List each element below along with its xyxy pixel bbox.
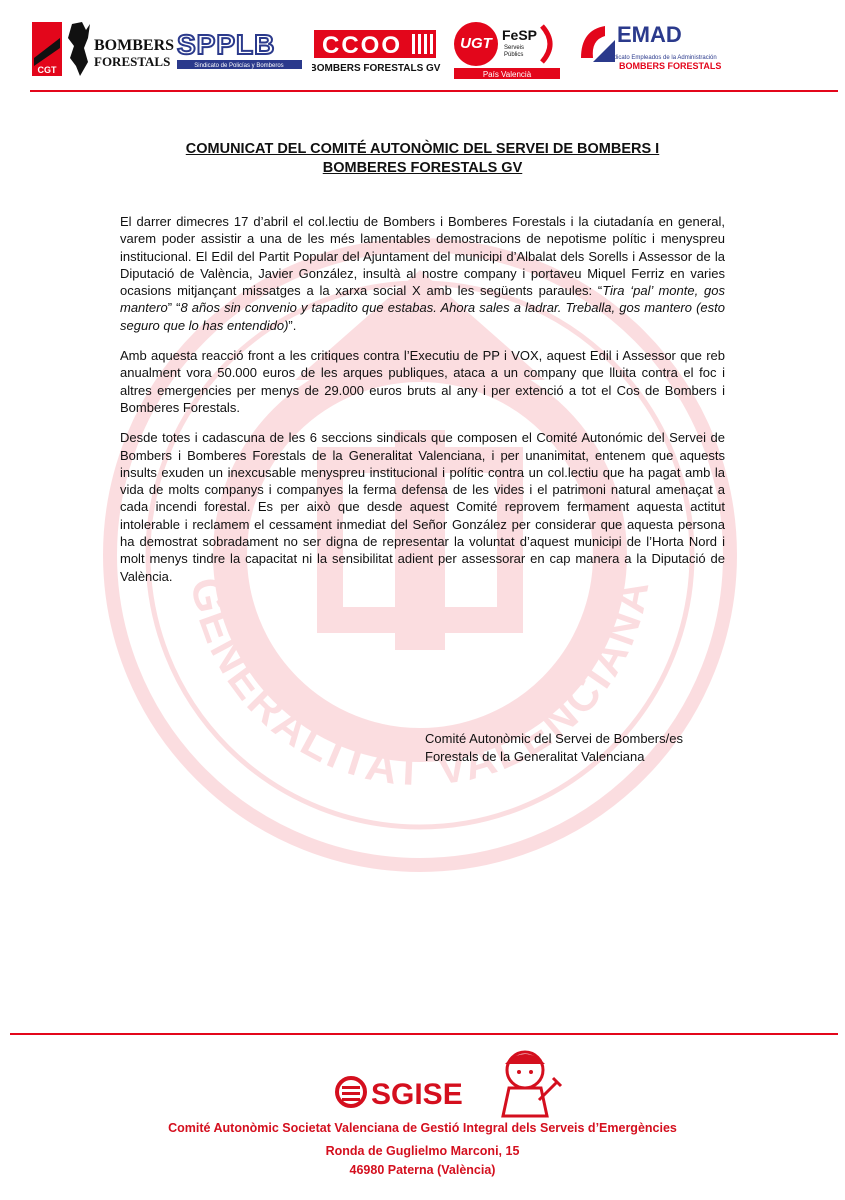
paragraph-1: El darrer dimecres 17 d’abril el col.lectiu de Bombers i Bomberes Forestals i la ciutadanía en general, varem poder assistir a una de les més lamentables demostracions de nepotisme polític i menyspreu institucional. El Edil del Partit Popular del Ajuntament del municipi d’Albalat dels Sorells i Assessor de la Diputació de València, Javier González, insultà al nostre company i portaveu Miquel Ferriz en varies ocasions mitjançant missatges a la xarxa social X amb les següents paraules: “Tira ‘pal’ monte, gos mantero” “8 años sin convenio y tapadito que estabas. Ahora sales a ladrar. Treballa, gos mantero (esto seguro que lo has entendido)”. <box>120 214 725 333</box>
svg-text:Serveis: Serveis <box>504 45 525 51</box>
ugt-label: UGT <box>460 35 492 52</box>
signature-line-1: Comité Autonòmic del Servei de Bombers/es <box>425 731 683 746</box>
spplb-sub: Sindicato de Policías y Bomberos <box>194 63 284 69</box>
svg-text:Sindicato Empleados de la Admi: Sindicato Empleados de la Administración <box>605 55 717 61</box>
footer-line-2: Ronda de Guglielmo Marconi, 15 <box>325 1144 520 1158</box>
document-body <box>120 213 725 598</box>
footer-divider <box>10 1033 838 1035</box>
ugt-fesp-logo <box>450 18 565 80</box>
cgt-label: CGT <box>37 65 57 75</box>
document-title <box>100 140 745 178</box>
title-line-1: COMUNICAT DEL COMITÉ AUTONÒMIC DEL SERVEI DE BOMBERS I <box>185 141 660 157</box>
ccoo-sub: BOMBERS FORESTALS GV <box>312 63 441 74</box>
emad-label: EMAD <box>617 22 682 47</box>
signature-line-2: Forestals de la Generalitat Valenciana <box>425 749 645 764</box>
paragraph-3: Desde totes i cadascuna de les 6 seccions sindicals que composen el Comité Autonómic del Servei de Bombers i Bomberes Forestals de la Generalitat Valenciana, i per unanimitat, entenem que aquests insults exuden un inexcusable menyspreu institucional i polític contra un col.lectiu que ha pagat amb la vida de molts companys i companyes la ferma defensa de les vides i el patrimoni natural amenaçat a cada incendi forestal. Es per això que desde aquest Comité reprovem fermament aquesta actitut intolerable i reclamem el cessament inmediat del Señor González per considerar que aquesta persona ha demostrat sobradament no ser digna de representar la voluntat d’aquest municipi de l’Horta Nord i molt menys tindre la capacitat ni la sensibilitat adient per assessorar en cap manera a la Diputació de València. <box>120 430 725 584</box>
svg-text:BOMBERS FORESTALS: BOMBERS FORESTALS <box>619 61 722 71</box>
signature-block <box>425 730 745 766</box>
watermark-text: GENERALITAT VALENCIANA <box>180 573 659 796</box>
header-logos <box>30 18 820 80</box>
quote-1: Tira ‘pal’ monte, gos mantero <box>120 283 725 316</box>
bombers-label: BOMBERS <box>94 37 175 54</box>
footer-line-3: 46980 Paterna (València) <box>349 1163 496 1177</box>
title-line-2: BOMBERES FORESTALS GV <box>322 160 523 176</box>
ccoo-logo <box>312 18 442 80</box>
firefighter-mascot-icon <box>503 1052 561 1116</box>
spplb-logo <box>175 18 305 80</box>
emad-logo <box>575 18 745 80</box>
header-divider <box>30 90 838 92</box>
fesp-label: FeSP <box>502 27 538 43</box>
valencia-map-icon <box>68 22 90 76</box>
quote-2: 8 años sin convenio y tapadito que estabas. Ahora sales a ladrar. Treballa, gos mantero (esto seguro que lo has entendido) <box>120 300 725 333</box>
sgise-logo <box>333 1042 563 1120</box>
footer-line-1: Comité Autonòmic Societat Valenciana de Gestió Integral dels Serveis d’Emergències <box>168 1121 677 1135</box>
pais-valencia-label: País Valencià <box>482 70 532 79</box>
sgise-label: SGISE <box>371 1078 463 1111</box>
paragraph-2: Amb aquesta reacció front a les critiques contra l’Executiu de PP i VOX, aquest Edil i Assessor que reb anualment vora 50.000 euros de les arques publiques, ataca a un company que lluita contra el foc i altres emergencies per menys de 29.000 euros bruts al any i per extenció a tot el Cos de Bombers i Bomberes Forestals. <box>120 348 725 415</box>
ccoo-label: CCOO <box>322 32 402 59</box>
cgt-logo <box>30 18 64 80</box>
spplb-label: SPPLB <box>177 29 276 60</box>
svg-text:Públics: Públics <box>504 52 524 58</box>
forestals-label: FORESTALS <box>94 54 171 69</box>
